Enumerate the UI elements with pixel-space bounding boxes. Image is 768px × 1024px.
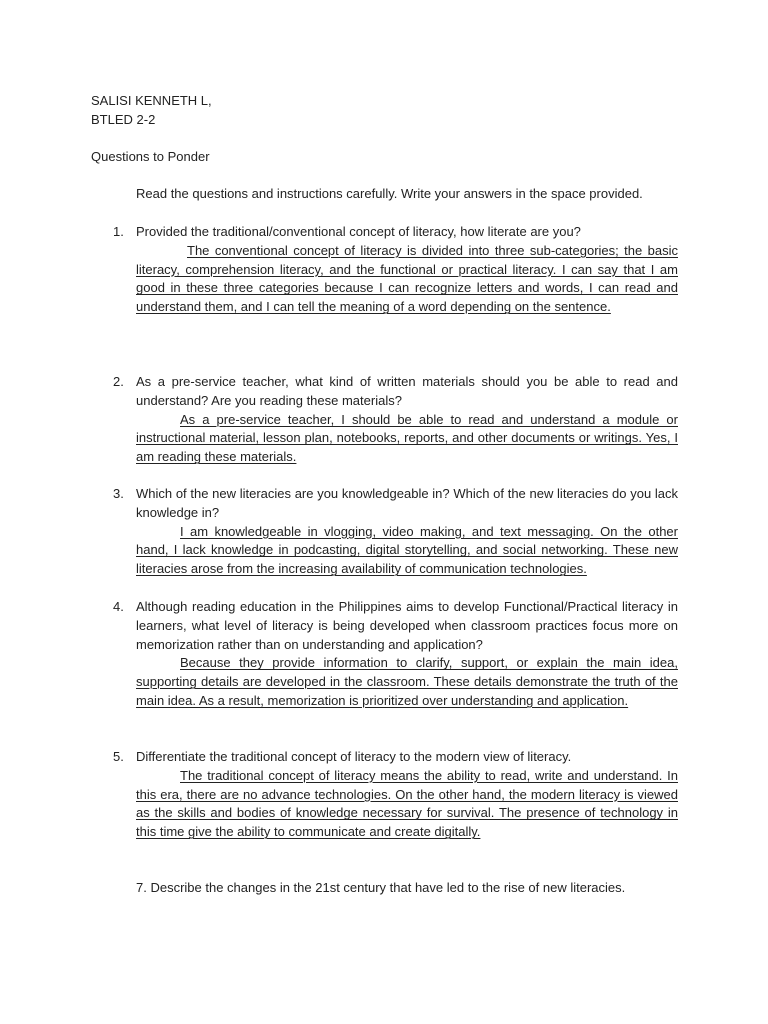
question-number: 5.	[113, 749, 124, 764]
answer-block	[136, 411, 678, 467]
question-item-1	[113, 223, 678, 317]
question-text: Differentiate the traditional concept of literacy to the modern view of literacy.	[136, 749, 572, 764]
question-item-4	[113, 598, 678, 711]
question-item-2	[113, 373, 678, 467]
question-item-7	[113, 879, 678, 898]
answer-block	[136, 242, 678, 317]
question-number: 2.	[113, 374, 124, 389]
answer-text: The conventional concept of literacy is divided into three sub-categories; the basic literacy, comprehension literacy, and the functional or practical literacy. I can say that I am good in these three categories because I can recognize letters and words, I can read and understand them, and I can tell the meaning of a word depending on the sentence.	[136, 242, 678, 315]
question-item-3	[113, 485, 678, 579]
question-text: Although reading education in the Philippines aims to develop Functional/Practical literacy in learners, what level of literacy is being developed when classroom practices focus more on memorization rather than on understanding and application?	[136, 599, 678, 652]
question-text: As a pre-service teacher, what kind of written materials should you be able to read and understand? Are you reading these materials?	[136, 374, 678, 408]
answer-block	[136, 767, 678, 842]
answer-text: Because they provide information to clarify, support, or explain the main idea, supporting details are developed in the classroom. These details demonstrate the truth of the main idea. As a result, memorization is prioritized over understanding and application.	[136, 655, 678, 708]
answer-text: The traditional concept of literacy means the ability to read, write and understand. In this era, there are no advance technologies. On the other hand, the modern literacy is viewed as the skills and bodies of knowledge necessary for survival. The presence of technology in this time give the ability to communicate and create digitally.	[136, 767, 678, 840]
question-number: 7.	[136, 880, 147, 895]
answer-text: I am knowledgeable in vlogging, video making, and text messaging. On the other hand, I lack knowledge in podcasting, digital storytelling, and social networking. These new literacies arose from the increasing availability of communication technologies.	[136, 523, 678, 577]
question-body: Describe the changes in the 21st century that have led to the rise of new literacies.	[150, 880, 626, 895]
question-number: 4.	[113, 599, 124, 614]
page-title: Questions to Ponder	[91, 149, 210, 164]
question-text: Which of the new literacies are you knowledgeable in? Which of the new literacies do you lack knowledge in?	[136, 486, 678, 520]
question-item-5	[113, 748, 678, 842]
question-number: 3.	[113, 486, 124, 501]
instructions-text: Read the questions and instructions carefully. Write your answers in the space provided.	[136, 186, 643, 201]
answer-block	[136, 523, 678, 579]
answer-text: As a pre-service teacher, I should be able to read and understand a module or instructional material, lesson plan, notebooks, reports, and other documents or writings. Yes, I am reading these materials.	[136, 411, 678, 465]
class-section: BTLED 2-2	[91, 112, 156, 127]
question-text: Provided the traditional/conventional concept of literacy, how literate are you?	[136, 224, 581, 239]
author-name: SALISI KENNETH L,	[91, 93, 212, 108]
question-number: 1.	[113, 224, 124, 239]
answer-block	[136, 654, 678, 710]
question-text	[136, 879, 678, 898]
